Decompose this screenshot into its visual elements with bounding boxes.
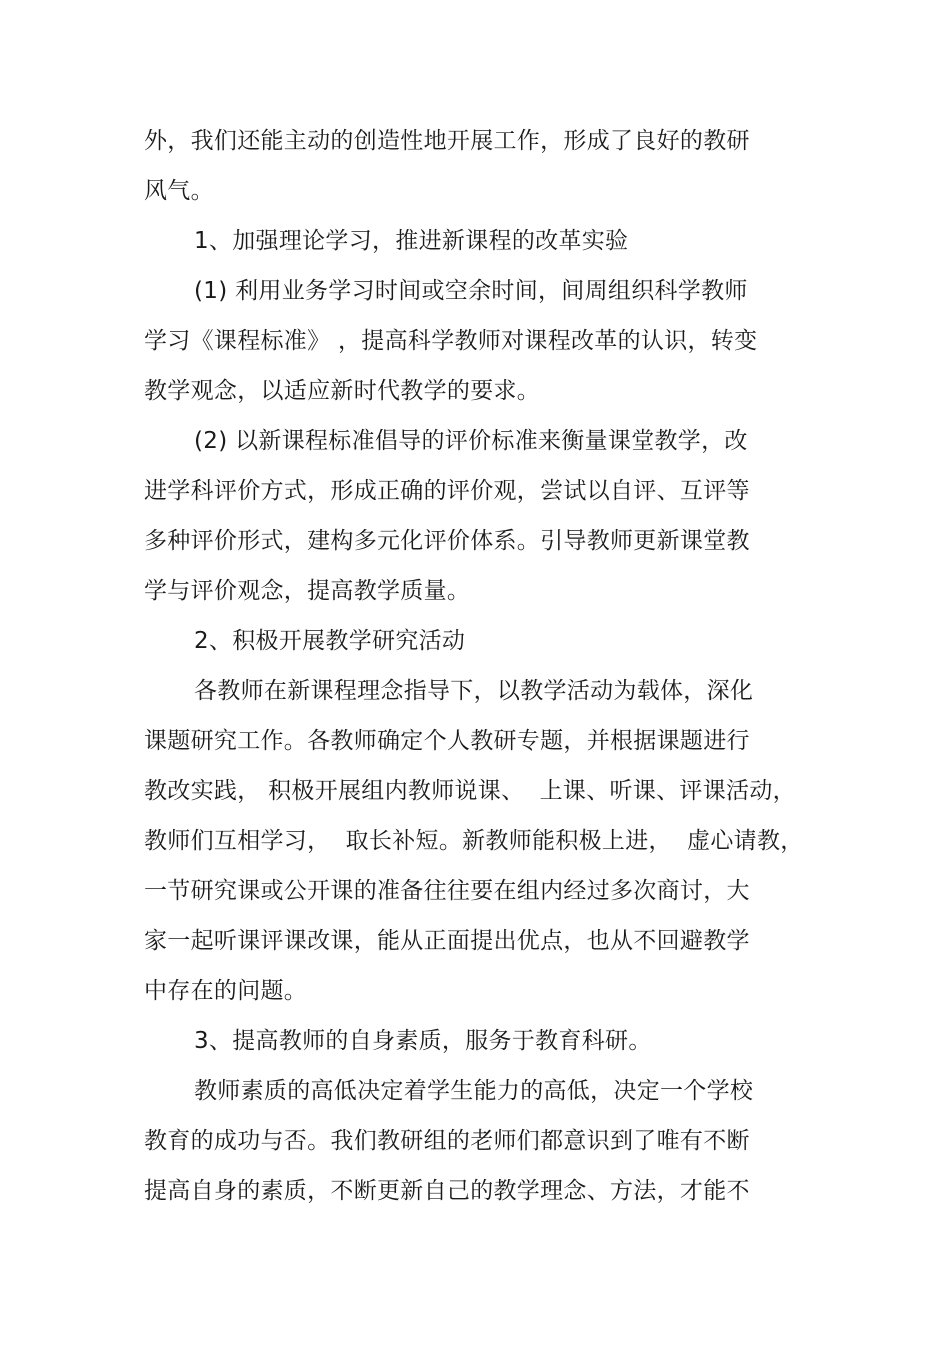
text-line: 中存在的问题。 — [144, 978, 308, 1004]
text-line: 外，我们还能主动的创造性地开展工作，形成了良好的教研 — [144, 128, 750, 154]
text-line: 教师素质的高低决定着学生能力的高低，决定一个学校 — [194, 1078, 754, 1104]
text-line: 学与评价观念，提高教学质量。 — [144, 578, 471, 604]
text-line: 教改实践， 积极开展组内教师说课、 上课、听课、评课活动， — [144, 778, 796, 804]
text-line: 教育的成功与否。我们教研组的老师们都意识到了唯有不断 — [144, 1128, 750, 1154]
text-line: 进学科评价方式，形成正确的评价观，尝试以自评、互评等 — [144, 478, 750, 504]
section-heading: 3、提高教师的自身素质，服务于教育科研。 — [194, 1028, 652, 1054]
text-line: 课题研究工作。各教师确定个人教研专题，并根据课题进行 — [144, 728, 750, 754]
text-line: 各教师在新课程理念指导下，以教学活动为载体，深化 — [194, 678, 754, 704]
text-line: 提高自身的素质，不断更新自己的教学理念、方法，才能不 — [144, 1178, 750, 1204]
text-line: (1) 利用业务学习时间或空余时间，间周组织科学教师 — [194, 278, 748, 304]
text-line: 教学观念，以适应新时代教学的要求。 — [144, 378, 541, 404]
section-heading: 2、积极开展教学研究活动 — [194, 628, 466, 654]
text-line: 风气。 — [144, 178, 214, 204]
text-line: 多种评价形式，建构多元化评价体系。引导教师更新课堂教 — [144, 528, 750, 554]
section-heading: 1、加强理论学习，推进新课程的改革实验 — [194, 228, 629, 254]
text-line: 一节研究课或公开课的准备往往要在组内经过多次商讨，大 — [144, 878, 750, 904]
text-line: (2) 以新课程标准倡导的评价标准来衡量课堂教学，改 — [194, 428, 748, 454]
text-line: 学习《课程标准》 ，提高科学教师对课程改革的认识，转变 — [144, 328, 758, 354]
text-line: 教师们互相学习， 取长补短。新教师能积极上进， 虚心请教， — [144, 828, 804, 854]
text-line: 家一起听课评课改课，能从正面提出优点，也从不回避教学 — [144, 928, 750, 954]
